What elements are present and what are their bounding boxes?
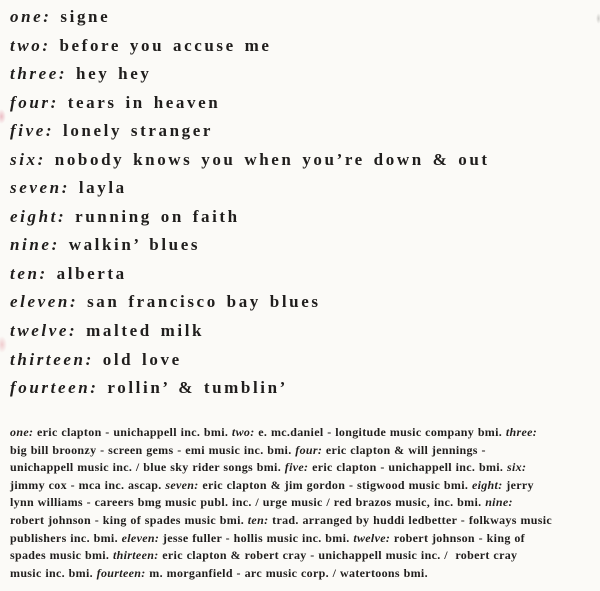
- credit-track-number: seven:: [165, 477, 199, 492]
- credit-text: eric clapton - unichappell inc. bmi.: [308, 460, 507, 475]
- track-item: [10, 203, 596, 232]
- credit-line: [10, 424, 596, 442]
- track-item: [10, 3, 596, 32]
- track-title: layla: [78, 178, 127, 198]
- credit-text: eric clapton & will jennings -: [322, 442, 486, 457]
- track-title: lonely stranger: [63, 121, 214, 141]
- credit-track-number: twelve:: [353, 530, 391, 545]
- credit-text: jesse fuller - hollis music inc. bmi.: [159, 530, 354, 545]
- track-number: three:: [10, 64, 68, 84]
- credit-track-number: eight:: [471, 477, 503, 492]
- credit-track-number: fourteen:: [96, 565, 146, 580]
- track-item: [10, 174, 596, 203]
- credit-text: music inc. bmi.: [10, 565, 97, 580]
- credit-track-number: nine:: [485, 495, 513, 510]
- credit-text: eric clapton - unichappell inc. bmi.: [33, 425, 232, 439]
- credit-text: publishers inc. bmi.: [10, 530, 122, 545]
- credit-line: [10, 547, 596, 565]
- track-number: twelve:: [10, 321, 78, 341]
- track-title: rollin’ & tumblin’: [107, 378, 288, 398]
- credit-text: big bill broonzy - screen gems - emi music inc. bmi.: [10, 442, 296, 457]
- track-item: [10, 117, 596, 146]
- credit-line: [10, 442, 596, 460]
- credit-line: [10, 530, 596, 548]
- track-item: [10, 146, 596, 175]
- credit-line: [10, 565, 596, 583]
- credit-line: [10, 459, 596, 477]
- track-number: ten:: [10, 263, 48, 283]
- track-item: [10, 346, 596, 375]
- credit-track-number: one:: [10, 425, 34, 439]
- track-list: [10, 3, 596, 403]
- credit-track-number: eleven:: [121, 530, 160, 545]
- track-title: old love: [102, 349, 182, 369]
- credit-text: robert johnson - king of spades music bmi.: [10, 512, 248, 527]
- credit-text: eric clapton & jim gordon - stigwood music bmi.: [198, 477, 472, 492]
- track-number: six:: [10, 149, 46, 169]
- track-item: [10, 260, 596, 289]
- credit-track-number: two:: [231, 425, 255, 439]
- credit-track-number: ten:: [247, 512, 269, 527]
- credit-line: [10, 494, 596, 512]
- credit-track-number: three:: [505, 425, 538, 439]
- track-title: malted milk: [86, 321, 205, 341]
- scan-artifact: [596, 13, 600, 24]
- track-number: nine:: [10, 235, 60, 255]
- track-number: five:: [10, 121, 55, 141]
- track-title: nobody knows you when you’re down & out: [54, 149, 490, 169]
- credit-text: e. mc.daniel - longitude music company bmi.: [254, 425, 506, 439]
- credits-block: [10, 424, 596, 582]
- credit-text: jerry: [502, 477, 534, 492]
- credit-text: jimmy cox - mca inc. ascap.: [10, 477, 166, 492]
- track-number: one:: [10, 7, 52, 26]
- credit-text: m. morganfield - arc music corp. / watertoons bmi.: [145, 565, 428, 580]
- track-item: [10, 231, 596, 260]
- track-number: four:: [10, 92, 59, 112]
- track-number: seven:: [10, 178, 70, 198]
- track-number: thirteen:: [10, 349, 94, 369]
- credit-text: trad. arranged by huddi ledbetter - folkways music: [268, 512, 553, 527]
- track-title: san francisco bay blues: [87, 292, 321, 312]
- track-item: [10, 60, 596, 89]
- track-number: fourteen:: [10, 378, 99, 398]
- credit-text: unichappell music inc. / blue sky rider songs bmi.: [10, 460, 285, 475]
- track-item: [10, 317, 596, 346]
- credit-text: lynn williams - careers bmg music publ. inc. / urge music / red brazos music, inc. bmi.: [10, 495, 486, 510]
- track-title: running on faith: [75, 206, 240, 226]
- credit-text: robert johnson - king of: [390, 530, 525, 545]
- credit-line: [10, 512, 596, 530]
- scan-artifact: [0, 109, 6, 124]
- credit-text: spades music bmi.: [10, 548, 113, 563]
- credit-line: [10, 477, 596, 495]
- track-number: two:: [10, 35, 51, 55]
- track-title: signe: [60, 7, 111, 26]
- track-number: eleven:: [10, 292, 79, 312]
- track-item: [10, 89, 596, 118]
- track-item: [10, 374, 596, 403]
- credit-track-number: four:: [295, 442, 323, 457]
- track-title: tears in heaven: [67, 92, 221, 112]
- credit-text: eric clapton & robert cray - unichappell music inc. / robert cray: [158, 548, 518, 563]
- track-title: walkin’ blues: [68, 235, 201, 255]
- track-number: eight:: [10, 206, 67, 226]
- credit-track-number: five:: [284, 460, 309, 475]
- track-item: [10, 288, 596, 317]
- track-title: hey hey: [76, 64, 152, 84]
- scan-artifact: [0, 336, 7, 353]
- credit-track-number: six:: [506, 460, 527, 475]
- track-item: [10, 32, 596, 61]
- credit-track-number: thirteen:: [112, 548, 159, 563]
- track-title: alberta: [56, 263, 127, 283]
- track-title: before you accuse me: [59, 35, 272, 55]
